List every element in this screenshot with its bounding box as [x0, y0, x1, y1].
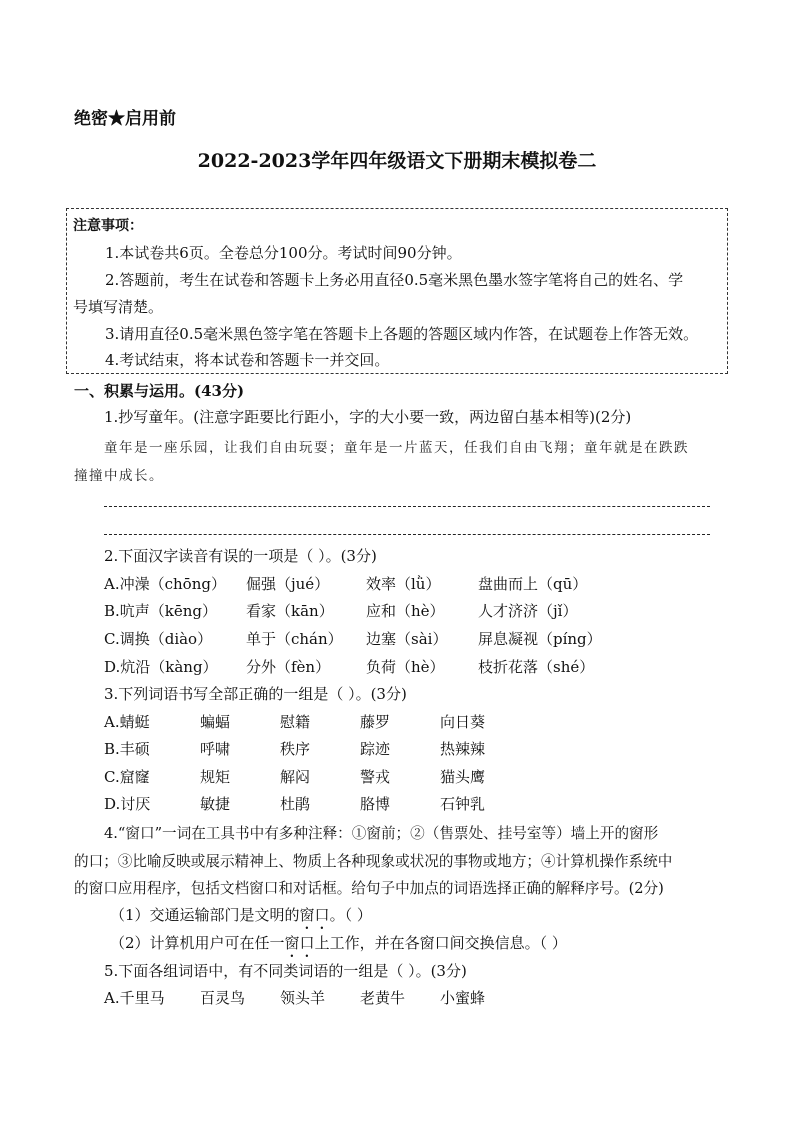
sub-text: （1）交通运输部门是文明的 [110, 906, 300, 924]
question-1-text: 童年是一座乐园，让我们自由玩耍；童年是一片蓝天，任我们自由飞翔；童年就是在跌跌 [104, 440, 689, 456]
section-heading: 一、积累与运用。(43分) [74, 382, 245, 400]
question-4-sub-1 [110, 904, 372, 933]
option-word: 杜鹃 [280, 795, 311, 813]
option-word: 蝙蝠 [200, 713, 231, 731]
question-1-text: 撞撞中成长。 [74, 468, 164, 484]
option-word: 规矩 [200, 768, 231, 786]
dotted-word: 窗口 [284, 934, 315, 952]
option-word: 分外（fèn） [246, 658, 331, 676]
option-word: 应和（hè） [366, 602, 445, 620]
option-word: 解闷 [280, 768, 311, 786]
option-b: B.丰硕 [104, 740, 150, 758]
notice-item: 号填写清楚。 [73, 298, 164, 316]
notice-item: 2.答题前，考生在试卷和答题卡上务必用直径0.5毫米黑色墨水签字笔将自己的姓名、学 [105, 271, 684, 289]
writing-line[interactable] [104, 506, 710, 507]
notice-item: 1.本试卷共6页。全卷总分100分。考试时间90分钟。 [105, 244, 462, 262]
option-word: 屏息凝视（píng） [478, 630, 602, 648]
question-3-prompt: 3.下列词语书写全部正确的一组是（ ）。(3分) [104, 685, 407, 703]
option-word: 边塞（sài） [366, 630, 448, 648]
answer-blank[interactable]: 。（ ） [329, 906, 372, 924]
question-4-text: 4.“窗口”一词在工具书中有多种注释：①窗前；②（售票处、挂号室等）墙上开的窗形 [104, 825, 659, 842]
option-a: A.蜻蜓 [104, 713, 150, 731]
option-word: 单于（chán） [246, 630, 343, 648]
option-word: 人才济济（jǐ） [478, 602, 578, 620]
writing-line[interactable] [104, 534, 710, 535]
question-5-prompt: 5.下面各组词语中，有不同类词语的一组是（ ）。(3分) [104, 962, 467, 980]
option-word: 向日葵 [440, 713, 486, 731]
option-d: D.讨厌 [104, 795, 151, 813]
option-word: 盘曲而上（qū） [478, 575, 588, 593]
option-c: C.窟窿 [104, 768, 150, 786]
notice-heading: 注意事项： [73, 218, 143, 234]
option-word: 负荷（hè） [366, 658, 445, 676]
option-word: 小蜜蜂 [440, 989, 486, 1007]
option-a: A.冲澡（chōng） [104, 575, 226, 593]
option-word: 呼啸 [200, 740, 231, 758]
notice-item: 4.考试结束，将本试卷和答题卡一并交回。 [105, 351, 390, 369]
question-4-text: 的口；③比喻反映或展示精神上、物质上各种现象或状况的事物或地方；④计算机操作系统中 [74, 853, 673, 870]
option-word: 老黄牛 [360, 989, 406, 1007]
answer-blank[interactable]: 上工作，并在各窗口间交换信息。（ ） [314, 934, 567, 952]
sub-text: （2）计算机用户可在任一 [110, 934, 285, 952]
option-word: 藤罗 [360, 713, 391, 731]
question-4-text: 的窗口应用程序，包括文档窗口和对话框。给句子中加点的词语选择正确的解释序号。(2分) [74, 880, 664, 897]
option-word: 石钟乳 [440, 795, 486, 813]
option-a: A.千里马 [104, 989, 165, 1007]
dotted-word: 窗口 [299, 906, 330, 924]
option-word: 效率（lǜ） [366, 575, 441, 593]
option-word: 秩序 [280, 740, 311, 758]
option-word: 踪迹 [360, 740, 391, 758]
option-word: 看家（kān） [246, 602, 334, 620]
option-word: 猫头鹰 [440, 768, 486, 786]
option-word: 警戎 [360, 768, 391, 786]
confidential-mark: 绝密★启用前 [74, 109, 176, 129]
question-4-sub-2 [110, 932, 567, 961]
question-2-prompt: 2.下面汉字读音有误的一项是（ ）。(3分) [104, 547, 377, 565]
option-word: 百灵鸟 [200, 989, 246, 1007]
option-b: B.吭声（kēng） [104, 602, 218, 620]
option-word: 胳博 [360, 795, 391, 813]
question-1-prompt: 1.抄写童年。(注意字距要比行距小，字的大小要一致，两边留白基本相等)(2分) [104, 408, 632, 426]
option-word: 热辣辣 [440, 740, 486, 758]
option-c: C.调换（diào） [104, 630, 213, 648]
option-word: 枝折花落（shé） [478, 658, 595, 676]
exam-title: 2022-2023学年四年级语文下册期末模拟卷二 [197, 150, 597, 172]
option-word: 慰籍 [280, 713, 311, 731]
option-word: 倔强（jué） [246, 575, 330, 593]
option-word: 领头羊 [280, 989, 326, 1007]
notice-item: 3.请用直径0.5毫米黑色签字笔在答题卡上各题的答题区域内作答，在试题卷上作答无效。 [105, 325, 699, 343]
option-d: D.炕沿（kàng） [104, 658, 218, 676]
option-word: 敏捷 [200, 795, 231, 813]
notice-box [66, 208, 728, 374]
